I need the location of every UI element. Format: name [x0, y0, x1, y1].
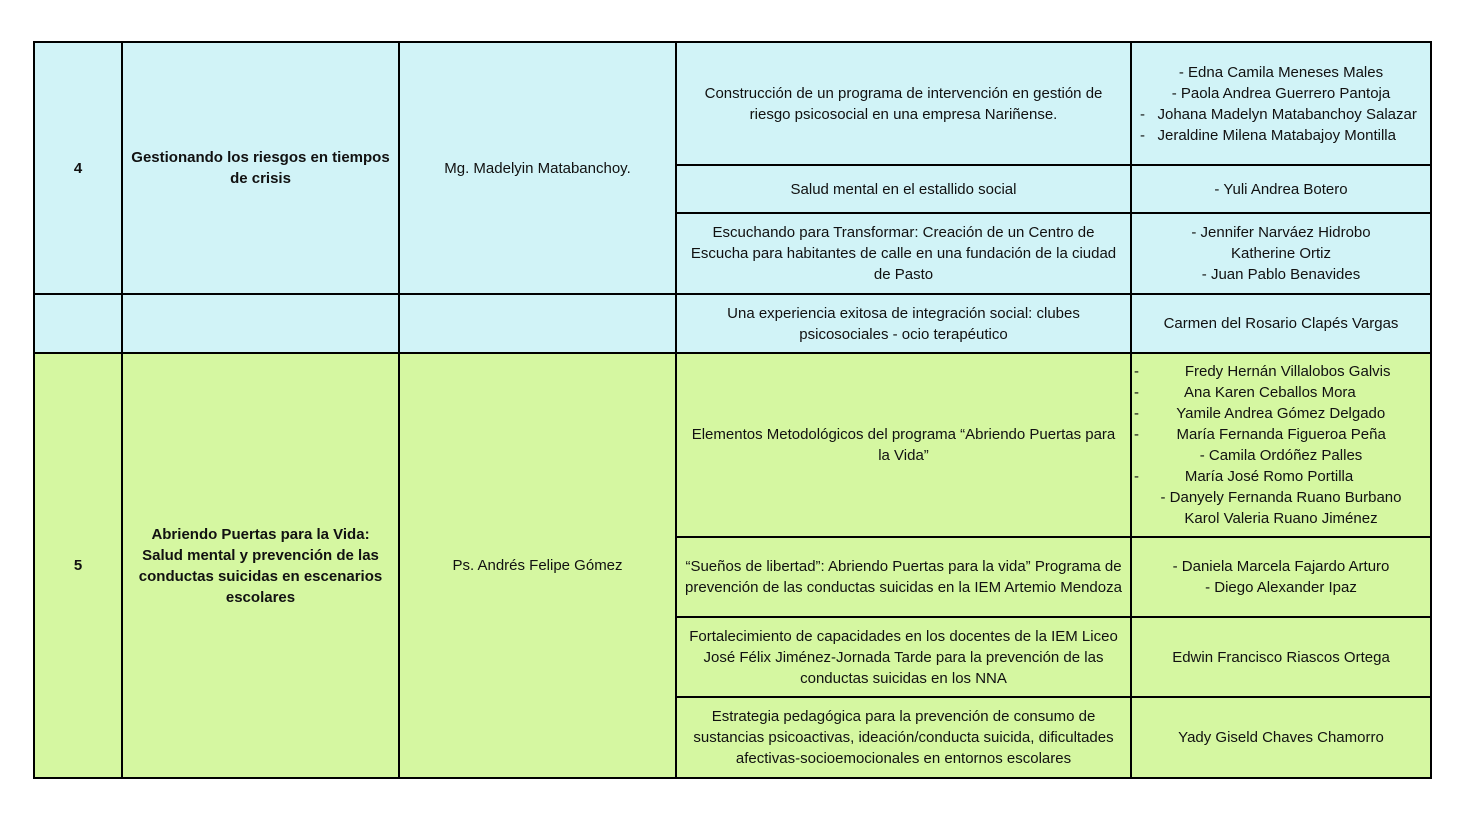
presenter: - Danyely Fernanda Ruano Burbano	[1160, 489, 1402, 506]
block5-topic-2: “Sueños de libertad”: Abriendo Puertas para la vida” Programa de prevención de las conductas suicidas en la IEM Artemio Mendoza	[676, 537, 1131, 617]
block5-number: 5	[34, 353, 122, 778]
block5-moderator: Ps. Andrés Felipe Gómez	[399, 353, 676, 778]
block4-presenters-3	[1131, 213, 1431, 294]
extra-row-title	[122, 294, 399, 353]
extra-row	[34, 294, 1431, 353]
block5-topic-1: Elementos Metodológicos del programa “Abriendo Puertas para la Vida”	[676, 353, 1131, 537]
block5-title: Abriendo Puertas para la Vida: Salud mental y prevención de las conductas suicidas en escenarios escolares	[122, 353, 399, 778]
presenter: - María José Romo Portilla	[1134, 468, 1354, 485]
presenter: - Diego Alexander Ipaz	[1205, 579, 1357, 596]
presenter: Yady Giseld Chaves Chamorro	[1178, 729, 1384, 746]
schedule-table	[33, 41, 1432, 779]
presenter: - María Fernanda Figueroa Peña	[1134, 426, 1386, 443]
presenter: - Yuli Andrea Botero	[1214, 180, 1348, 198]
presenter: - Paola Andrea Guerrero Pantoja	[1171, 84, 1391, 102]
presenter: - Juan Pablo Benavides	[1201, 266, 1361, 283]
block4-presenters-1	[1131, 42, 1431, 165]
presenter: Katherine Ortiz	[1230, 245, 1332, 262]
presenter: Karol Valeria Ruano Jiménez	[1184, 510, 1378, 527]
block5-presenters-4	[1131, 697, 1431, 778]
block5-presenters-1	[1131, 353, 1431, 537]
block4-moderator: Mg. Madelyin Matabanchoy.	[399, 42, 676, 294]
block5-presenters-2	[1131, 537, 1431, 617]
presenter: - Edna Camila Meneses Males	[1178, 63, 1384, 81]
block4-topic-1: Construcción de un programa de intervención en gestión de riesgo psicosocial en una empresa Nariñense.	[676, 42, 1131, 165]
block4-number: 4	[34, 42, 122, 294]
presenter: - Yamile Andrea Gómez Delgado	[1134, 405, 1386, 422]
block4-topic-2: Salud mental en el estallido social	[676, 165, 1131, 213]
presenter: - Fredy Hernán Villalobos Galvis	[1134, 363, 1391, 380]
presenter: Carmen del Rosario Clapés Vargas	[1163, 315, 1399, 332]
extra-row-presenters	[1131, 294, 1431, 353]
extra-row-moderator	[399, 294, 676, 353]
block4-presenters-2	[1131, 165, 1431, 213]
extra-row-number	[34, 294, 122, 353]
block5-topic-3: Fortalecimiento de capacidades en los docentes de la IEM Liceo José Félix Jiménez-Jornada Tarde para la prevención de las conductas suicidas en los NNA	[676, 617, 1131, 697]
presenter: - Camila Ordóñez Palles	[1199, 447, 1363, 464]
block5-presenters-3	[1131, 617, 1431, 697]
extra-row-topic: Una experiencia exitosa de integración social: clubes psicosociales - ocio terapéutico	[676, 294, 1131, 353]
block4-row-1	[34, 42, 1431, 165]
block4-topic-3: Escuchando para Transformar: Creación de un Centro de Escucha para habitantes de calle en una fundación de la ciudad de Pasto	[676, 213, 1131, 294]
block5-topic-4: Estrategia pedagógica para la prevención de consumo de sustancias psicoactivas, ideación/conducta suicida, dificultades afectivas-socioemocionales en entornos escolares	[676, 697, 1131, 778]
block4-title: Gestionando los riesgos en tiempos de crisis	[122, 42, 399, 294]
presenter: - Jennifer Narváez Hidrobo	[1191, 224, 1371, 241]
block5-row-1	[34, 353, 1431, 537]
presenter: - Johana Madelyn Matabanchoy Salazar	[1140, 105, 1417, 123]
presenter: Edwin Francisco Riascos Ortega	[1172, 648, 1390, 666]
presenter: - Jeraldine Milena Matabajoy Montilla	[1140, 126, 1396, 144]
presenter: - Ana Karen Ceballos Mora	[1134, 384, 1356, 401]
presenter: - Daniela Marcela Fajardo Arturo	[1172, 558, 1390, 575]
